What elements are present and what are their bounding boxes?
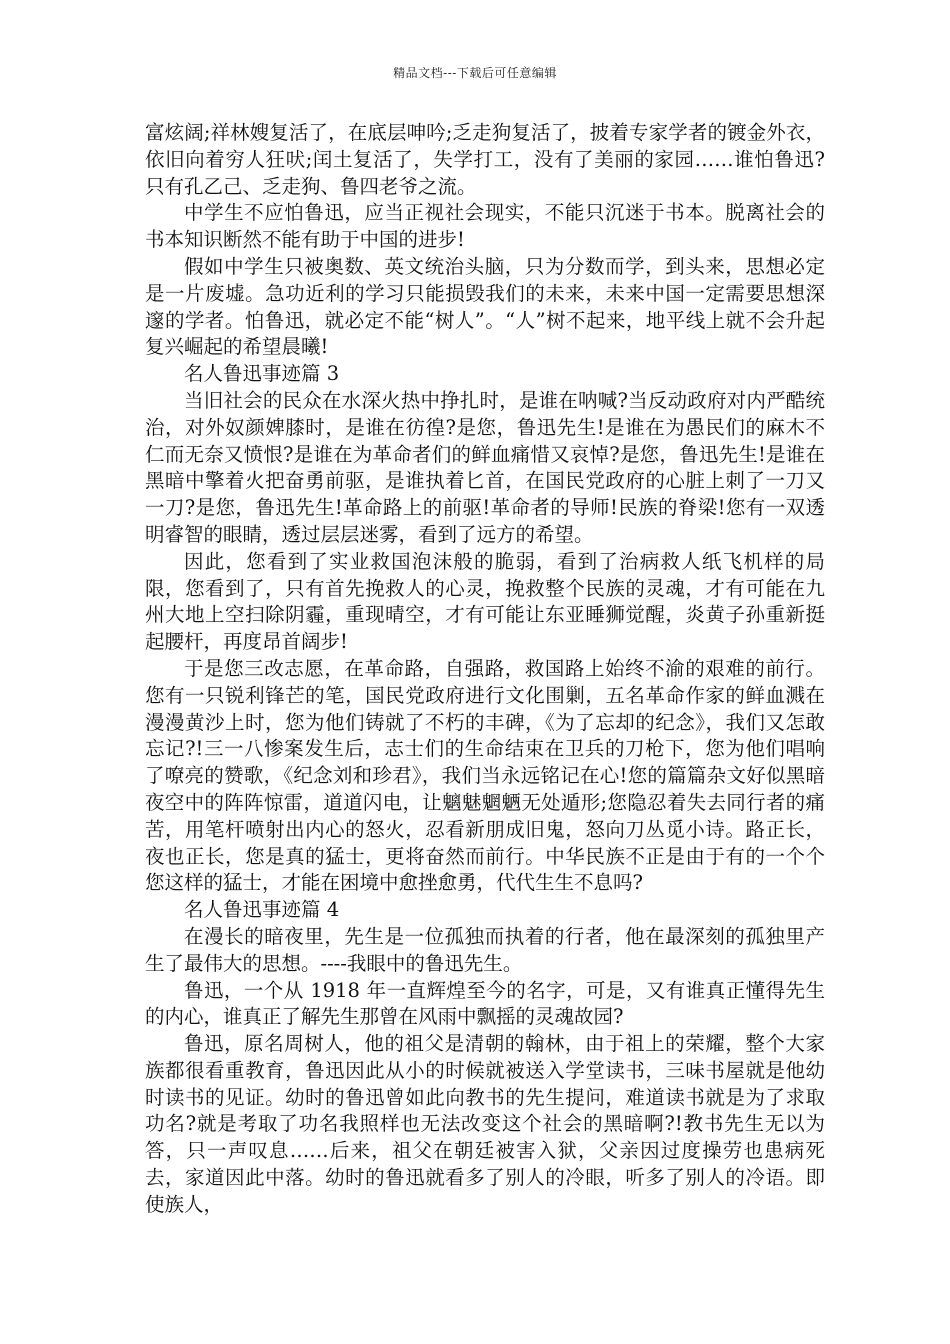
section-heading: 名人鲁迅事迹篇 4 <box>184 898 340 922</box>
paragraph: 因此，您看到了实业救国泡沫般的脆弱，看到了治病救人纸飞机样的局限，您看到了，只有首先挽救人的心灵，挽救整个民族的灵魂，才有可能在九州大地上空扫除阴霾，重现晴空，才有可能让东亚睡狮觉醒，炎黄子孙重新挺起腰杆，再度昂首阔步! <box>145 549 825 654</box>
paragraph: 鲁迅，原名周树人，他的祖父是清朝的翰林，由于祖上的荣耀，整个大家族都很看重教育，鲁迅因此从小的时候就被送入学堂读书，三味书屋就是他幼时读书的见证。幼时的鲁迅曾如此向教书的先生提问，难道读书就是为了求取功名?就是考取了功名我照样也无法改变这个社会的黑暗啊?!教书先生无以为答，只一声叹息……后来，祖父在朝廷被害入狱，父亲因过度操劳也患病死去，家道因此中落。幼时的鲁迅就看多了别人的冷眼，听多了别人的冷语。即使族人， <box>145 1032 825 1216</box>
page-header: 精品文档---下载后可任意编辑 <box>393 66 557 80</box>
continuation-paragraph: 富炫阔;祥林嫂复活了，在底层呻吟;乏走狗复活了，披着专家学者的镀金外衣，依旧向着穷人狂吠;闰土复活了，失学打工，没有了美丽的家园……谁怕鲁迅?只有孔乙己、乏走狗、鲁四老爷之流。 <box>145 121 825 198</box>
paragraph: 于是您三改志愿，在革命路，自强路，救国路上始终不渝的艰难的前行。您有一只锐利锋芒的笔，国民党政府进行文化围剿，五名革命作家的鲜血溅在漫漫黄沙上时，您为他们铸就了不朽的丰碑，《为了忘却的纪念》，我们又怎敢忘记?!三一八惨案发生后，志士们的生命结束在卫兵的刀枪下，您为他们唱响了嘹亮的赞歌，《纪念刘和珍君》，我们当永远铭记在心!您的篇篇杂文好似黑暗夜空中的阵阵惊雷，道道闪电，让魑魅魍魉无处遁形;您隐忍着失去同行者的痛苦，用笔杆喷射出内心的怒火，忍看新朋成旧鬼，怒向刀丛觅小诗。路正长，夜也正长，您是真的猛士，更将奋然而前行。中华民族不正是由于有的一个个您这样的猛士，才能在困境中愈挫愈勇，代代生生不息吗? <box>145 656 825 895</box>
paragraph: 假如中学生只被奥数、英文统治头脑，只为分数而学，到头来，思想必定是一片废墟。急功近利的学习只能损毁我们的未来，未来中国一定需要思想深邃的学者。怕鲁迅，就必定不能“树人”。“人”树不起来，地平线上就不会升起复兴崛起的希望晨曦! <box>145 254 825 359</box>
paragraph: 鲁迅，一个从 1918 年一直辉煌至今的名字，可是，又有谁真正懂得先生的内心，谁真正了解先生那曾在风雨中飘摇的灵魂故园? <box>145 978 825 1029</box>
paragraph: 中学生不应怕鲁迅，应当正视社会现实，不能只沉迷于书本。脱离社会的书本知识断然不能有助于中国的进步! <box>145 201 825 252</box>
paragraph: 在漫长的暗夜里，先生是一位孤独而执着的行者，他在最深刻的孤独里产生了最伟大的思想。----我眼中的鲁迅先生。 <box>145 924 825 975</box>
document-body <box>145 120 825 1219</box>
paragraph: 当旧社会的民众在水深火热中挣扎时，是谁在呐喊?当反动政府对内严酷统治，对外奴颜婢膝时，是谁在彷徨?是您，鲁迅先生!是谁在为愚民们的麻木不仁而无奈又愤恨?是谁在为革命者们的鲜血痛惜又哀悼?是您，鲁迅先生!是谁在黑暗中擎着火把奋勇前驱，是谁执着匕首，在国民党政府的心脏上刺了一刀又一刀?是您，鲁迅先生!革命路上的前驱!革命者的导师!民族的脊梁!您有一双透明睿智的眼睛，透过层层迷雾，看到了远方的希望。 <box>145 388 825 546</box>
section-heading: 名人鲁迅事迹篇 3 <box>184 362 340 386</box>
